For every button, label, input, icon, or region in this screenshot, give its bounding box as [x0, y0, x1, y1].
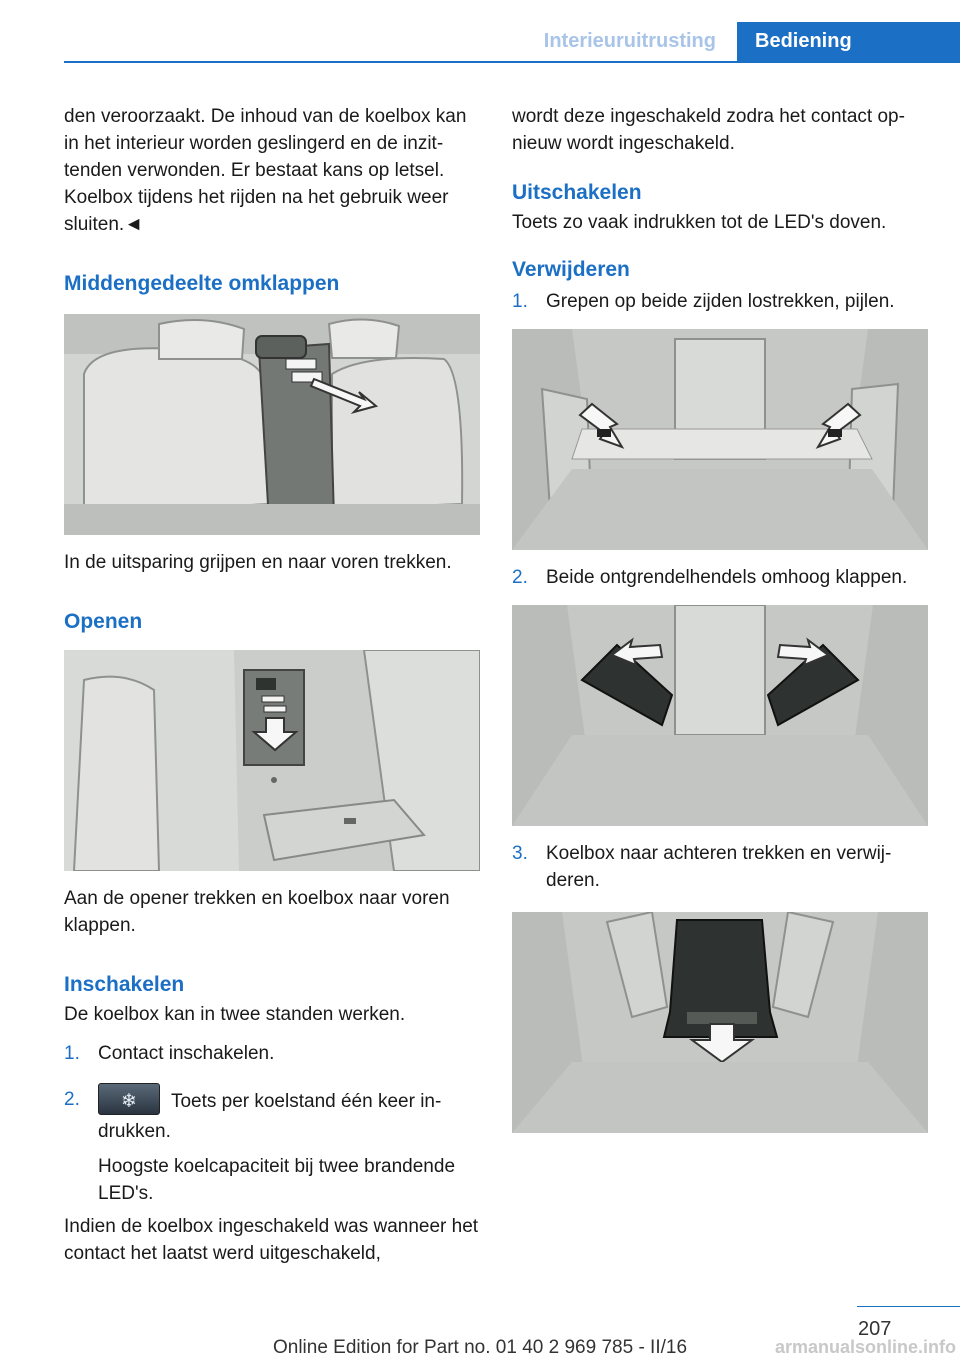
switch-on-steps [64, 1040, 480, 1207]
watermark: armanualsonline.info [774, 1337, 956, 1357]
footer-rule [857, 1306, 960, 1307]
step-number: 2. [512, 567, 528, 588]
switch-off-text: Toets zo vaak indrukken tot de LED's doven. [512, 212, 887, 233]
list-item [512, 288, 928, 315]
remove-heading: Verwijderen [512, 258, 630, 281]
step-text: Grepen op beide zijden lostrekken, pijlen. [546, 291, 895, 312]
unlock-levers-photo [512, 605, 928, 826]
step-subtext: Hoogste koelcapaciteit bij twee brandende LED's. [98, 1156, 456, 1204]
intro-paragraph: den veroorzaakt. De inhoud van de koelbox kan in het interieur worden geslingerd en de inzit‐tenden verwonden. Er bestaat kans op letsel. Koelbox tijdens het rijden na het gebruik weer sluiten.◄ [64, 106, 467, 235]
list-item [64, 1086, 480, 1207]
continuation-paragraph: wordt deze ingeschakeld zodra het contact op‐nieuw wordt ingeschakeld. [512, 106, 905, 154]
step-text: Toets per koelstand één keer in‐drukken. [98, 1091, 442, 1142]
right-column [512, 103, 928, 1133]
remove-coolbox-photo [512, 912, 928, 1133]
step-text: Koelbox naar achteren trekken en verwij‐deren. [546, 843, 892, 891]
step-number: 3. [512, 843, 528, 864]
page-number: 207 [858, 1318, 892, 1340]
step-number: 1. [512, 291, 528, 312]
header-rule [64, 61, 960, 63]
header-chapter-tab: Bediening [737, 22, 960, 63]
list-item [512, 840, 928, 894]
remove-steps [512, 288, 928, 315]
left-column [64, 103, 480, 1267]
step-number: 1. [64, 1043, 80, 1064]
section-heading: Middengedeelte omklappen [64, 272, 340, 295]
cool-button-icon [98, 1083, 160, 1115]
opener-photo [64, 650, 480, 871]
step-number: 2. [64, 1089, 80, 1110]
switch-on-heading: Inschakelen [64, 973, 185, 996]
edition-footer: Online Edition for Part no. 01 40 2 969 785 - II/16 [272, 1337, 688, 1358]
outro-paragraph: Indien de koelbox ingeschakeld was wanneer het contact het laatst werd uitgeschakeld, [64, 1216, 479, 1264]
step-text: Contact inschakelen. [98, 1043, 275, 1064]
open-heading: Openen [64, 610, 143, 633]
photo-caption-1: In de uitsparing grijpen en naar voren trekken. [64, 552, 452, 573]
snowflake-icon: ❄ [121, 1091, 137, 1112]
step-text: Beide ontgrendelhendels omhoog klappen. [546, 567, 908, 588]
remove-steps-2 [512, 564, 928, 591]
photo-caption-2: Aan de opener trekken en koelbox naar voren klappen. [64, 888, 450, 936]
release-handles-photo [512, 329, 928, 550]
switch-off-heading: Uitschakelen [512, 181, 642, 204]
remove-steps-3 [512, 840, 928, 894]
list-item [64, 1040, 480, 1067]
header-section-title: Interieuruitrusting [543, 30, 716, 52]
rear-seat-photo [64, 314, 480, 535]
list-item [512, 564, 928, 591]
switch-on-text: De koelbox kan in twee standen werken. [64, 1004, 406, 1025]
